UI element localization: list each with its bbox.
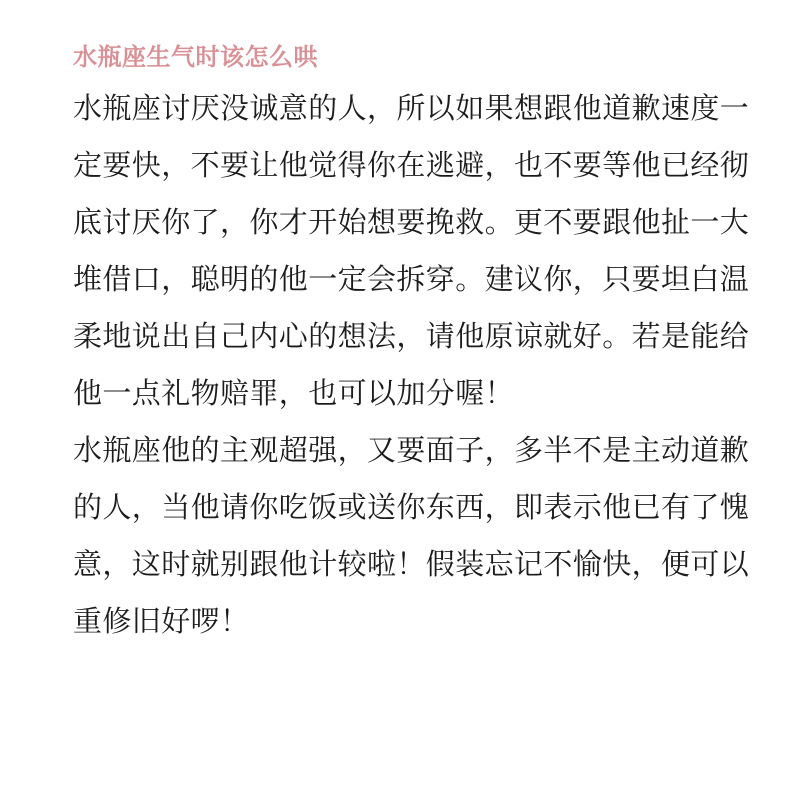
article-title: 水瓶座生气时该怎么哄 xyxy=(73,43,318,71)
paragraph-line: 水瓶座讨厌没诚意的人，所以如果想跟他道歉速度一 xyxy=(73,91,750,125)
paragraph-line: 的人，当他请你吃饭或送你东西，即表示他已有了愧 xyxy=(73,490,750,524)
paragraph-line: 意，这时就别跟他计较啦！假装忘记不愉快，便可以 xyxy=(73,547,750,581)
paragraph-line: 他一点礼物赔罪，也可以加分喔！ xyxy=(73,376,515,410)
article-paragraph-2 xyxy=(73,422,750,650)
article xyxy=(73,34,750,650)
paragraph-line: 柔地说出自己内心的想法，请他原谅就好。若是能给 xyxy=(73,319,750,353)
paragraph-line: 定要快，不要让他觉得你在逃避，也不要等他已经彻 xyxy=(73,148,750,182)
article-paragraph-1 xyxy=(73,80,750,422)
paragraph-line: 重修旧好啰！ xyxy=(73,604,250,638)
paragraph-line: 底讨厌你了，你才开始想要挽救。更不要跟他扯一大 xyxy=(73,205,750,239)
paragraph-line: 水瓶座他的主观超强，又要面子，多半不是主动道歉 xyxy=(73,433,750,467)
paragraph-line: 堆借口，聪明的他一定会拆穿。建议你，只要坦白温 xyxy=(73,262,750,296)
